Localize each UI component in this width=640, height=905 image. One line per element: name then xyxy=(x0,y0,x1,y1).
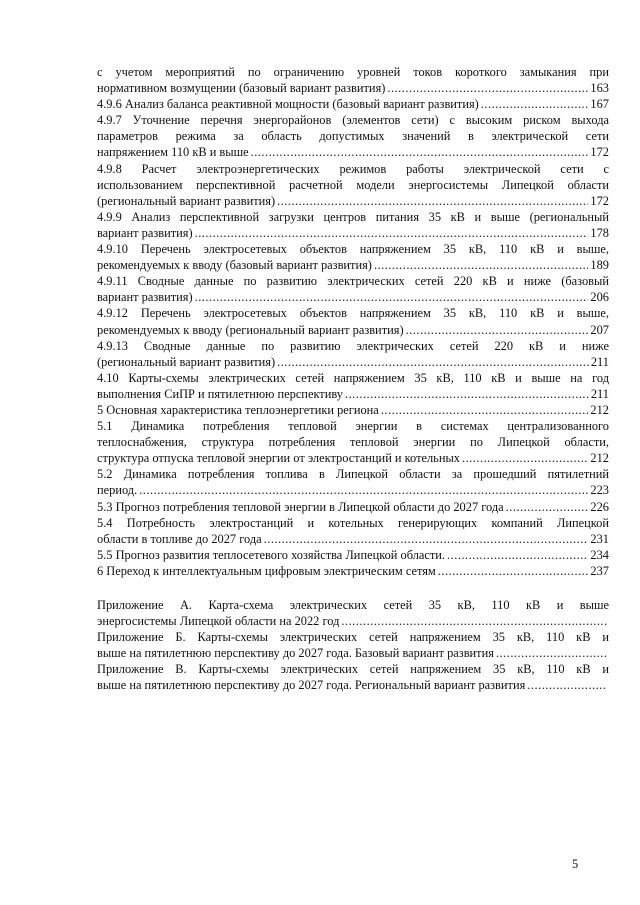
toc-entry-title: напряжением 110 кВ и выше xyxy=(97,145,249,160)
toc-entry-title: (региональный вариант развития) xyxy=(97,354,276,369)
toc-entry-line: 4.9.11 Сводные данные по развитию электрических сетей 220 кВ и ниже (базовый xyxy=(97,274,609,289)
toc-page-number: 212 xyxy=(590,451,609,466)
toc-entry-last-line xyxy=(97,96,609,112)
toc-entry-line: с учетом мероприятий по ограничению уровней токов короткого замыкания при xyxy=(97,65,609,79)
dot-leader xyxy=(527,677,607,693)
toc-page-number: 211 xyxy=(590,354,609,369)
toc-entry-line: 4.10 Карты-схемы электрических сетей напряжением 35 кВ, 110 кВ и выше на год xyxy=(97,370,609,385)
dot-leader xyxy=(277,354,589,370)
toc-entry[interactable] xyxy=(97,305,609,337)
dot-leader xyxy=(139,482,588,498)
toc-entry-title: 5 Основная характеристика теплоэнергетики региона xyxy=(97,402,379,417)
dot-leader xyxy=(277,193,588,209)
toc-entry-last-line xyxy=(97,257,609,273)
toc-entry[interactable] xyxy=(97,161,609,209)
toc-entry-line: 4.9.10 Перечень электросетевых объектов напряжением 35 кВ, 110 кВ и выше, xyxy=(97,242,609,257)
toc-entry[interactable] xyxy=(97,370,609,402)
dot-leader xyxy=(438,563,589,579)
page-number: 5 xyxy=(572,857,579,871)
toc-entry-title: 5.5 Прогноз развития теплосетевого хозяйства Липецкой области. xyxy=(97,547,446,562)
toc-entry-last-line xyxy=(97,547,609,563)
toc-entry-line: 4.9.12 Перечень электросетевых объектов напряжением 35 кВ, 110 кВ и выше, xyxy=(97,306,609,321)
toc-entry[interactable] xyxy=(97,112,609,160)
toc-entry-line: 4.9.9 Анализ перспективной загрузки центров питания 35 кВ и выше (региональный xyxy=(97,209,609,224)
toc-entry-last-line xyxy=(97,354,609,370)
toc-entry-last-line xyxy=(97,225,609,241)
toc-entry[interactable] xyxy=(97,547,609,563)
toc-entry-title: 4.9.6 Анализ баланса реактивной мощности (базовый вариант развития) xyxy=(97,97,479,112)
toc-entry-title: выше на пятилетнюю перспективу до 2027 года. Региональный вариант развития xyxy=(97,678,526,693)
toc-entry-line: Приложение В. Карты-схемы электрических сетей напряжением 35 кВ, 110 кВ и xyxy=(97,662,609,677)
toc-page-number: 212 xyxy=(590,402,609,417)
toc-entry-title: структура отпуска тепловой энергии от электростанций и котельных xyxy=(97,451,460,466)
dot-leader xyxy=(251,144,589,160)
appendix-spacer xyxy=(97,579,609,597)
dot-leader xyxy=(341,613,607,629)
toc-entry-title: рекомендуемых к вводу (базовый вариант развития) xyxy=(97,258,372,273)
toc-appendices xyxy=(97,597,609,694)
toc-entry[interactable] xyxy=(97,273,609,305)
toc-entry-last-line xyxy=(97,289,609,305)
toc-entry-title: области в топливе до 2027 года xyxy=(97,531,262,546)
dot-leader xyxy=(264,531,589,547)
toc-entry-title: вариант развития) xyxy=(97,225,193,240)
toc-entry-title: период. xyxy=(97,483,138,498)
dot-leader xyxy=(462,450,588,466)
toc-entry-last-line xyxy=(97,193,609,209)
toc-entry-last-line xyxy=(97,677,609,693)
toc-entry-line: 5.1 Динамика потребления тепловой энергии в системах централизованного xyxy=(97,419,609,434)
toc-page-number: 172 xyxy=(590,145,609,160)
toc-appendix-entry[interactable] xyxy=(97,661,609,693)
toc-entry-line: теплоснабжения, структура потребления тепловой энергии по Липецкой области, xyxy=(97,435,609,450)
toc-entry[interactable] xyxy=(97,563,609,579)
dot-leader xyxy=(481,96,589,112)
toc-entry-last-line xyxy=(97,450,609,466)
toc-entry-title: выше на пятилетнюю перспективу до 2027 года. Базовый вариант развития xyxy=(97,646,494,661)
toc-entry-title: выполнения СиПР и пятилетнюю перспективу xyxy=(97,386,343,401)
toc-entries xyxy=(97,64,609,579)
toc-entry[interactable] xyxy=(97,402,609,418)
toc-page-number: 189 xyxy=(590,258,609,273)
dot-leader xyxy=(195,225,589,241)
toc-entry-last-line xyxy=(97,144,609,160)
table-of-contents xyxy=(97,64,609,694)
dot-leader xyxy=(195,289,589,305)
toc-entry-line: 5.2 Динамика потребления топлива в Липецкой области за прошедший пятилетний xyxy=(97,467,609,482)
toc-entry-last-line xyxy=(97,563,609,579)
toc-entry-last-line xyxy=(97,482,609,498)
toc-entry-last-line xyxy=(97,531,609,547)
toc-page-number: 234 xyxy=(590,547,609,562)
dot-leader xyxy=(345,386,589,402)
toc-page-number: 178 xyxy=(590,225,609,240)
toc-page-number: 237 xyxy=(590,563,609,578)
toc-entry-last-line xyxy=(97,322,609,338)
toc-entry[interactable] xyxy=(97,338,609,370)
toc-page-number: 206 xyxy=(590,290,609,305)
toc-entry-line: 4.9.8 Расчет электроэнергетических режимов работы электрической сети с xyxy=(97,161,609,176)
toc-page-number: 211 xyxy=(590,386,609,401)
toc-entry-line: 5.4 Потребность электростанций и котельных генерирующих компаний Липецкой xyxy=(97,515,609,530)
toc-entry-line: Приложение А. Карта-схема электрических сетей 35 кВ, 110 кВ и выше xyxy=(97,598,609,612)
toc-entry[interactable] xyxy=(97,96,609,112)
toc-page-number: 207 xyxy=(590,322,609,337)
toc-appendix-entry[interactable] xyxy=(97,629,609,661)
toc-entry-last-line xyxy=(97,499,609,515)
toc-entry-title: нормативном возмущении (базовый вариант развития) xyxy=(97,81,386,96)
toc-entry-last-line xyxy=(97,402,609,418)
toc-page-number: 172 xyxy=(590,193,609,208)
toc-entry-line: использованием перспективной расчетной модели энергосистемы Липецкой области xyxy=(97,177,609,192)
toc-page-number: 226 xyxy=(590,499,609,514)
toc-entry[interactable] xyxy=(97,209,609,241)
toc-entry[interactable] xyxy=(97,499,609,515)
toc-entry-title: (региональный вариант развития) xyxy=(97,193,276,208)
dot-leader xyxy=(374,257,588,273)
toc-page-number: 163 xyxy=(590,81,609,96)
toc-entry-title: 5.3 Прогноз потребления тепловой энергии в Липецкой области до 2027 года xyxy=(97,499,504,514)
toc-entry[interactable] xyxy=(97,64,609,96)
toc-entry-title: рекомендуемых к вводу (региональный вариант развития) xyxy=(97,322,404,337)
toc-page-number: 167 xyxy=(590,97,609,112)
dot-leader xyxy=(387,80,588,96)
toc-entry-last-line xyxy=(97,80,609,96)
toc-entry-title: вариант развития) xyxy=(97,290,193,305)
toc-entry-last-line xyxy=(97,645,609,661)
toc-appendix-entry[interactable] xyxy=(97,597,609,629)
toc-entry-last-line xyxy=(97,613,609,629)
toc-page-number: 223 xyxy=(590,483,609,498)
toc-entry[interactable] xyxy=(97,418,609,466)
toc-entry-title: 6 Переход к интеллектуальным цифровым электрическим сетям xyxy=(97,563,436,578)
toc-entry-line: параметров режима за область допустимых значений в электрической сети xyxy=(97,129,609,144)
toc-entry-line: Приложение Б. Карты-схемы электрических сетей напряжением 35 кВ, 110 кВ и xyxy=(97,630,609,645)
toc-entry[interactable] xyxy=(97,515,609,547)
toc-entry-line: 4.9.13 Сводные данные по развитию электрических сетей 220 кВ и ниже xyxy=(97,338,609,353)
toc-entry-title: энергосистемы Липецкой области на 2022 год xyxy=(97,614,340,629)
toc-entry[interactable] xyxy=(97,466,609,498)
toc-page-number: 231 xyxy=(590,531,609,546)
dot-leader xyxy=(496,645,607,661)
dot-leader xyxy=(447,547,588,563)
toc-entry[interactable] xyxy=(97,241,609,273)
dot-leader xyxy=(406,322,589,338)
dot-leader xyxy=(381,402,589,418)
toc-entry-line: 4.9.7 Уточнение перечня энергорайонов (элементов сети) с высоким риском выхода xyxy=(97,113,609,128)
dot-leader xyxy=(506,499,589,515)
toc-entry-last-line xyxy=(97,386,609,402)
